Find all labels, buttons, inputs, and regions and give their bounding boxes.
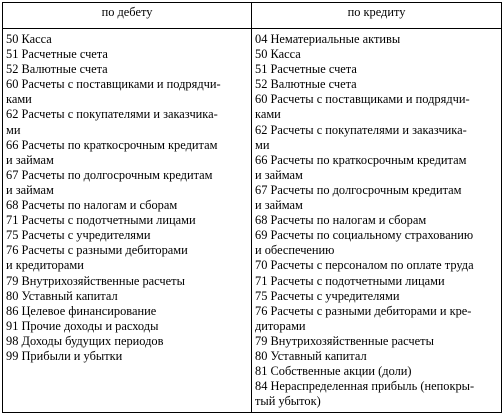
account-entry: 51 Расчетные счета — [255, 62, 357, 77]
debit-accounts-list — [6, 32, 248, 364]
account-entry: 62 Расчеты с покупателями и заказчика- ми — [6, 107, 218, 137]
account-entry: 68 Расчеты по налогам и сборам — [6, 198, 178, 213]
account-entry: 91 Прочие доходы и расходы — [6, 318, 159, 333]
account-entry: 66 Расчеты по краткосрочным кредитам и займам — [255, 152, 467, 182]
credit-accounts-cell — [252, 29, 502, 413]
table-header-row — [3, 3, 502, 29]
account-entry: 79 Внутрихозяйственные расчеты — [6, 273, 185, 288]
account-entry: 50 Касса — [6, 32, 52, 46]
account-entry: 71 Расчеты с подотчетными лицами — [255, 273, 445, 288]
account-entry: 81 Собственные акции (доли) — [255, 364, 412, 379]
account-entry: 52 Валютные счета — [6, 62, 108, 77]
account-entry: 68 Расчеты по налогам и сборам — [255, 213, 427, 228]
account-entry: 51 Расчетные счета — [6, 47, 108, 62]
account-entry: 98 Доходы будущих периодов — [6, 333, 164, 348]
account-entry: 80 Уставный капитал — [6, 288, 118, 303]
account-entry: 62 Расчеты с покупателями и заказчика- ми — [255, 122, 467, 152]
account-entry: 86 Целевое финансирование — [6, 303, 157, 318]
accounts-correspondence-table — [2, 2, 502, 413]
account-entry: 66 Расчеты по краткосрочным кредитам и займам — [6, 137, 218, 167]
account-entry: 75 Расчеты с учредителями — [255, 288, 400, 303]
account-entry: 75 Расчеты с учредителями — [6, 228, 151, 243]
account-entry: 60 Расчеты с поставщиками и подрядчи- ками — [6, 77, 221, 107]
account-entry: 50 Касса — [255, 47, 301, 62]
account-entry: 76 Расчеты с разными дебиторами и кредиторами — [6, 243, 188, 273]
account-entry: 67 Расчеты по долгосрочным кредитам и займам — [6, 167, 213, 197]
account-entry: 04 Нематериальные активы — [255, 32, 401, 46]
account-entry: 99 Прибыли и убытки — [6, 348, 123, 363]
account-entry: 80 Уставный капитал — [255, 348, 367, 363]
credit-accounts-list — [255, 32, 498, 409]
account-entry: 70 Расчеты с персоналом по оплате труда — [255, 258, 474, 273]
account-entry: 67 Расчеты по долгосрочным кредитам и займам — [255, 182, 462, 213]
account-entry: 84 Нераспределенная прибыль (непокры- тый убыток) — [255, 379, 475, 409]
account-entry: 79 Внутрихозяйственные расчеты — [255, 333, 434, 348]
account-entry: 52 Валютные счета — [255, 77, 357, 92]
table-body-row — [3, 29, 502, 413]
account-entry: 60 Расчеты с поставщиками и подрядчи- ками — [255, 92, 470, 122]
account-entry: 76 Расчеты с разными дебиторами и кре- диторами — [255, 303, 472, 333]
account-entry: 71 Расчеты с подотчетными лицами — [6, 213, 196, 228]
debit-column-header: по дебету — [3, 3, 252, 29]
debit-accounts-cell — [3, 29, 252, 413]
account-entry: 69 Расчеты по социальному страхованию и обеспечению — [255, 228, 474, 258]
credit-column-header: по кредиту — [252, 3, 502, 29]
